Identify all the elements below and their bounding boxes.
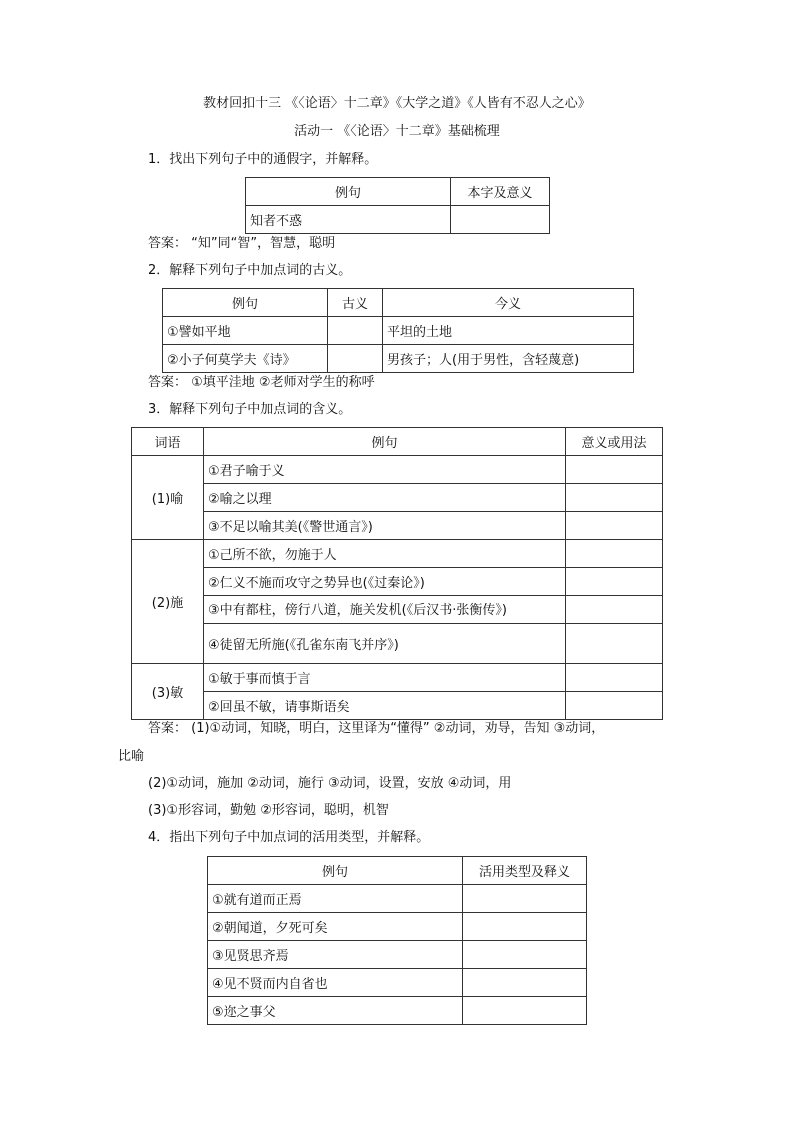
q1-prompt: 1．找出下列句子中的通假字，并解释。 (148, 152, 378, 167)
table-header-row (163, 289, 634, 317)
table-row (208, 969, 587, 997)
table-cell (463, 997, 587, 1025)
table-cell: 平坦的土地 (383, 317, 634, 345)
q3-answer-line2: 比喻 (118, 749, 145, 764)
table-cell (566, 540, 663, 568)
table-cell (328, 317, 383, 345)
q1-table (245, 177, 550, 234)
table-cell (566, 692, 663, 720)
table-cell: ③不足以喻其美(《警世通言》) (204, 512, 566, 540)
word-cell: (2)施 (132, 540, 204, 664)
table-header-cell: 例句 (163, 289, 328, 317)
table-cell: ①君子喻于义 (204, 456, 566, 484)
q4-table (207, 856, 587, 1025)
table-cell: ⑤迩之事父 (208, 997, 463, 1025)
page-subtitle: 活动一 《〈论语〉十二章》基础梳理 (294, 124, 500, 139)
table-row (132, 692, 663, 720)
table-cell (463, 913, 587, 941)
table-row (246, 206, 550, 234)
table-cell: ②回虽不敏，请事斯语矣 (204, 692, 566, 720)
table-cell (566, 568, 663, 596)
table-row (163, 317, 634, 345)
table-row (208, 941, 587, 969)
table-row (132, 456, 663, 484)
table-header-cell: 本字及意义 (451, 178, 550, 206)
table-row (132, 512, 663, 540)
q2-table (162, 288, 634, 373)
table-header-cell: 词语 (132, 428, 204, 456)
table-cell: ①譬如平地 (163, 317, 328, 345)
q2-answer: 答案： ①填平洼地 ②老师对学生的称呼 (148, 375, 375, 390)
table-cell (463, 969, 587, 997)
table-header-cell: 活用类型及释义 (463, 857, 587, 885)
table-header-row (208, 857, 587, 885)
table-row (132, 540, 663, 568)
table-row (208, 997, 587, 1025)
table-cell: ④见不贤而内自省也 (208, 969, 463, 997)
q3-table (131, 427, 663, 720)
table-row (208, 913, 587, 941)
table-cell: 知者不惑 (246, 206, 451, 234)
table-row (132, 664, 663, 692)
table-cell: ①就有道而正焉 (208, 885, 463, 913)
q3-prompt: 3．解释下列句子中加点词的含义。 (148, 402, 352, 417)
table-header-cell: 例句 (204, 428, 566, 456)
table-row (132, 596, 663, 624)
q3-answer-line1: 答案： (1)①动词，知晓，明白，这里译为“懂得” ②动词，劝导，告知 ③动词， (148, 721, 605, 736)
table-cell (566, 512, 663, 540)
q3-answer-line3: (2)①动词，施加 ②动词，施行 ③动词，设置，安放 ④动词，用 (148, 776, 512, 791)
word-cell: (3)敏 (132, 664, 204, 720)
table-header-cell: 例句 (208, 857, 463, 885)
table-cell: 男孩子；人(用于男性，含轻蔑意) (383, 345, 634, 373)
table-header-cell: 例句 (246, 178, 451, 206)
word-cell: (1)喻 (132, 456, 204, 540)
table-row (132, 568, 663, 596)
table-cell (566, 596, 663, 624)
table-header-row (246, 178, 550, 206)
table-cell (566, 484, 663, 512)
table-header-row (132, 428, 663, 456)
table-row (163, 345, 634, 373)
table-cell: ②仁义不施而攻守之势异也(《过秦论》) (204, 568, 566, 596)
table-cell (566, 664, 663, 692)
table-row (132, 484, 663, 512)
page-title: 教材回扣十三 《〈论语〉十二章》《大学之道》《人皆有不忍人之心》 (203, 96, 591, 111)
table-cell: ①己所不欲，勿施于人 (204, 540, 566, 568)
table-cell (463, 941, 587, 969)
table-header-cell: 古义 (328, 289, 383, 317)
table-cell: ④徒留无所施(《孔雀东南飞并序》) (204, 624, 566, 664)
table-cell: ③见贤思齐焉 (208, 941, 463, 969)
q2-prompt: 2．解释下列句子中加点词的古义。 (148, 263, 352, 278)
table-cell: ①敏于事而慎于言 (204, 664, 566, 692)
table-cell: ②朝闻道，夕死可矣 (208, 913, 463, 941)
table-row (208, 885, 587, 913)
q3-answer-line4: (3)①形容词，勤勉 ②形容词，聪明，机智 (148, 803, 389, 818)
table-row (132, 624, 663, 664)
table-cell (328, 345, 383, 373)
table-cell: ②喻之以理 (204, 484, 566, 512)
table-cell (463, 885, 587, 913)
table-cell: ②小子何莫学夫《诗》 (163, 345, 328, 373)
table-header-cell: 今义 (383, 289, 634, 317)
table-cell (566, 456, 663, 484)
table-cell (566, 624, 663, 664)
table-header-cell: 意义或用法 (566, 428, 663, 456)
table-cell (451, 206, 550, 234)
q1-answer: 答案： “知”同“智”，智慧，聪明 (148, 236, 336, 251)
table-cell: ③中有都柱，傍行八道，施关发机(《后汉书·张衡传》) (204, 596, 566, 624)
q4-prompt: 4．指出下列句子中加点词的活用类型，并解释。 (148, 830, 430, 845)
